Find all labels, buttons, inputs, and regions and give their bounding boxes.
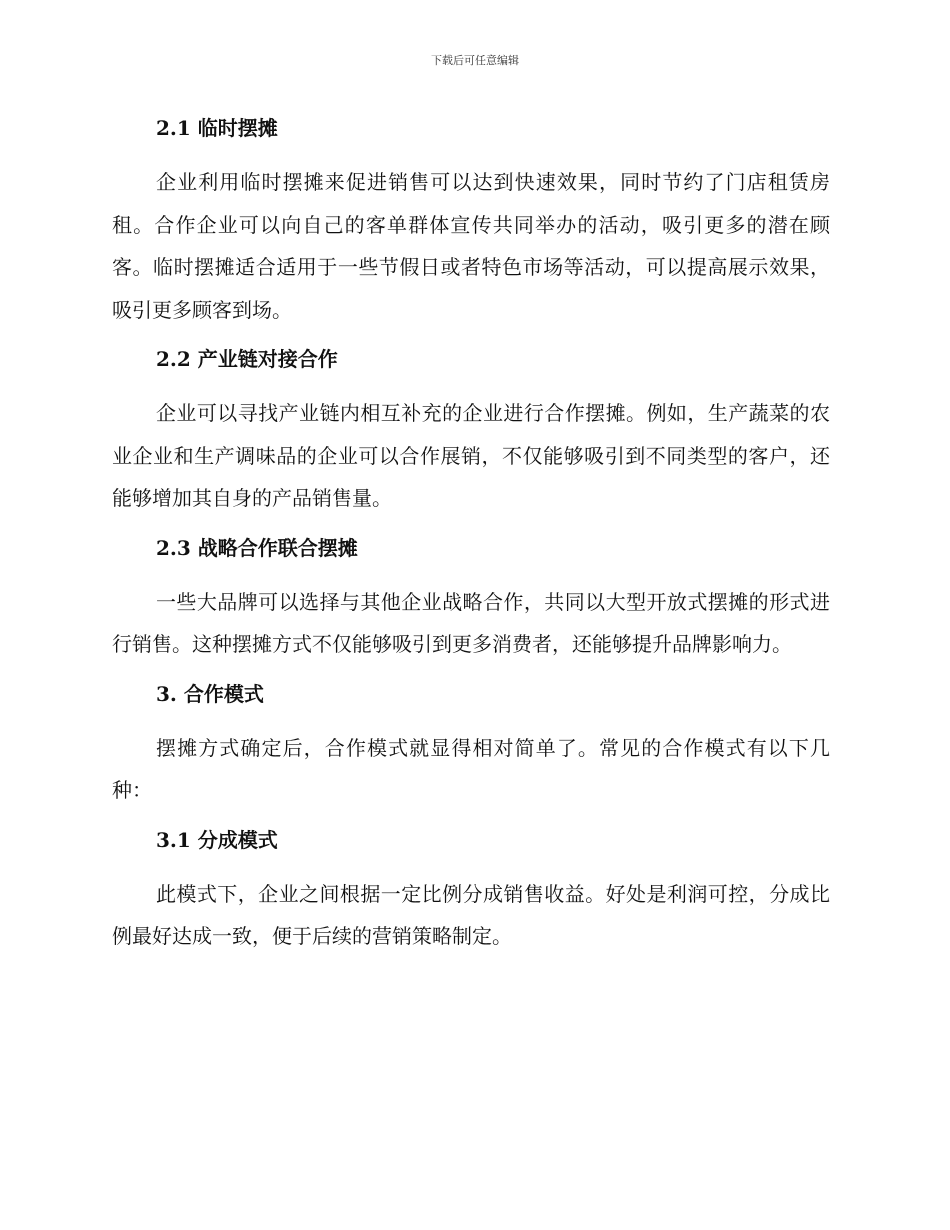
section-heading-2-3: 2.3 战略合作联合摆摊: [156, 535, 358, 560]
section-heading-3: 3. 合作模式: [156, 681, 264, 706]
section-heading-2-2: 2.2 产业链对接合作: [156, 347, 338, 371]
section-paragraph-3-1: 此模式下，企业之间根据一定比例分成销售收益。好处是利润可控，分成比例最好达成一致，便于后续的营销策略制定。: [112, 881, 830, 948]
page-header-note: 下载后可任意编辑: [431, 54, 519, 67]
section-paragraph-3: 摆摊方式确定后，合作模式就显得相对简单了。常见的合作模式有以下几种：: [112, 735, 830, 802]
document-body: [112, 108, 830, 958]
section-paragraph-2-1: 企业利用临时摆摊来促进销售可以达到快速效果，同时节约了门店租赁房租。合作企业可以向自己的客单群体宣传共同举办的活动，吸引更多的潜在顾客。临时摆摊适合适用于一些节假日或者特色市场等活动，可以提高展示效果，吸引更多顾客到场。: [112, 170, 830, 322]
section-paragraph-2-2: 企业可以寻找产业链内相互补充的企业进行合作摆摊。例如，生产蔬菜的农业企业和生产调味品的企业可以合作展销，不仅能够吸引到不同类型的客户，还能够增加其自身的产品销售量。: [112, 401, 830, 510]
section-heading-2-1: 2.1 临时摆摊: [156, 116, 278, 140]
section-heading-3-1: 3.1 分成模式: [156, 827, 278, 852]
section-paragraph-2-3: 一些大品牌可以选择与其他企业战略合作，共同以大型开放式摆摊的形式进行销售。这种摆摊方式不仅能够吸引到更多消费者，还能够提升品牌影响力。: [112, 589, 830, 656]
